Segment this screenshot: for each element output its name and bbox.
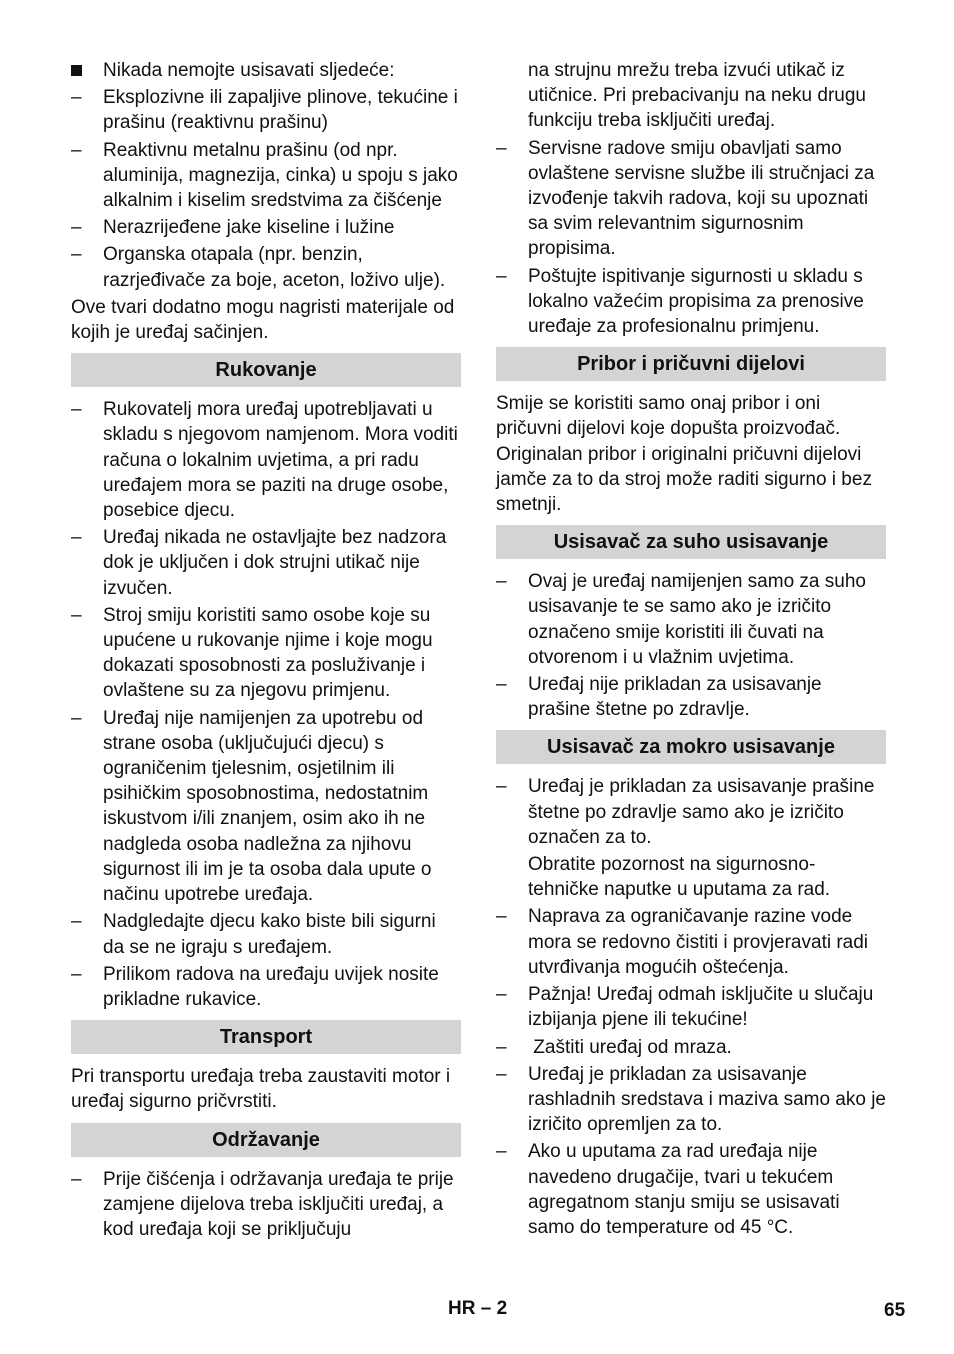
list-item-text: Prilikom radova na uređaju uvijek nosite prikladne rukavice. <box>103 963 439 1010</box>
transport-text: Pri transportu uređaja treba zaustaviti motor i uređaj sigurno pričvrstiti. <box>71 1066 451 1113</box>
list-item <box>71 909 461 959</box>
list-item <box>496 136 886 262</box>
list-item <box>496 672 886 722</box>
list-item-text: Poštujte ispitivanje sigurnosti u skladu s lokalno važećim propisima za prenosive uređaje za profesionalnu primjenu. <box>528 265 864 338</box>
section-heading-pribor: Pribor i pričuvni dijelovi <box>496 347 886 381</box>
list-item <box>496 264 886 340</box>
list-item <box>71 85 461 135</box>
list-item-text: Rukovatelj mora uređaj upotrebljavati u skladu s njegovom namjenom. Mora voditi računa o lokalnim uvjetima, a pri radu uređajem mora se paziti na druge osobe, posebice djecu. <box>103 399 458 522</box>
right-column <box>496 58 886 1242</box>
dash-marker: – <box>71 963 82 985</box>
list-item <box>496 982 886 1032</box>
dash-marker: – <box>496 571 507 593</box>
dash-marker: – <box>71 527 82 549</box>
dash-marker: – <box>496 984 507 1006</box>
list-item-text: Eksplozivne ili zapaljive plinove, tekućine i prašinu (reaktivnu prašinu) <box>103 87 458 134</box>
section-heading-transport: Transport <box>71 1020 461 1054</box>
list-item <box>71 58 461 83</box>
odrzavanje-continued: na strujnu mrežu treba izvući utikač iz utičnice. Pri prebacivanju na neku drugu funkciju treba isključiti uređaj. <box>528 60 866 132</box>
dash-marker: – <box>496 265 507 287</box>
dash-marker: – <box>496 1141 507 1163</box>
intro-note: Ove tvari dodatno mogu nagristi materijale od kojih je uređaj sačinjen. <box>71 296 455 344</box>
list-item <box>71 138 461 214</box>
list-item-text: Reaktivnu metalnu prašinu (od npr. aluminija, magnezija, cinka) u spoju s jako alkalnim i kiselim sredstvima za čišćenje <box>103 139 458 212</box>
section-heading-suho: Usisavač za suho usisavanje <box>496 525 886 559</box>
pribor-text: Smije se koristiti samo onaj pribor i oni pričuvni dijelovi koje dopušta proizvođač. Originalan pribor i originalni pričuvni dijelovi jamče za to da stroj može raditi sigurno i bez smetnji. <box>496 393 872 516</box>
square-bullet-icon <box>71 58 103 83</box>
list-item <box>496 569 886 670</box>
dash-marker: – <box>71 604 82 626</box>
list-item-text: Nerazrijeđene jake kiseline i lužine <box>103 217 395 239</box>
list-item <box>496 904 886 980</box>
intro-bullet-text: Nikada nemojte usisavati sljedeće: <box>103 60 395 81</box>
list-item-text: Zaštiti uređaj od mraza. <box>528 1036 732 1058</box>
list-item-text: Uređaj je prikladan za usisavanje prašine štetne po zdravlje samo ako je izričito označen za to. <box>528 776 875 848</box>
dash-marker: – <box>496 906 507 928</box>
dash-marker: – <box>496 1036 507 1058</box>
list-item-note: Obratite pozornost na sigurnosno-tehničke naputke u uputama za rad. <box>528 854 831 901</box>
list-item <box>71 525 461 601</box>
list-item <box>71 242 461 292</box>
left-column <box>71 58 461 1244</box>
list-item-text: Pažnja! Uređaj odmah isključite u slučaju izbijanja pjene ili tekućine! <box>528 984 874 1031</box>
section-heading-odrzavanje: Održavanje <box>71 1123 461 1157</box>
list-item-text: Ako u uputama za rad uređaja nije navedeno drugačije, tvari u tekućem agregatnom stanju smiju se usisavati samo do temperature od 45 °C. <box>528 1141 840 1238</box>
list-item <box>496 1062 886 1138</box>
list-item <box>71 1167 461 1243</box>
list-item <box>496 1035 886 1060</box>
section-heading-mokro: Usisavač za mokro usisavanje <box>496 730 886 764</box>
dash-marker: – <box>71 244 82 266</box>
dash-marker: – <box>71 399 82 421</box>
dash-marker: – <box>71 707 82 729</box>
list-item <box>71 706 461 908</box>
list-item-text: Servisne radove smiju obavljati samo ovlaštene servisne službe ili stručnjaci za izvođenje takvih radova, koji su upoznati sa svim relevantnim sigurnosnim propisima. <box>528 137 875 260</box>
dash-marker: – <box>496 137 507 159</box>
dash-marker: – <box>496 1063 507 1085</box>
dash-marker: – <box>496 776 507 798</box>
footer-section-code: HR – 2 <box>448 1298 508 1319</box>
list-item-text: Uređaj nije namijenjen za upotrebu od strane osoba (uključujući djecu) s ograničenim tjelesnim, osjetilnim ili psihičkim sposobnostima, nedostatnim iskustvom i/ili znanjem, osim ako ih ne nadgleda osoba nadležna za njihovu sigurnost ili im je ta osoba dala upute o načinu upotrebe uređaja. <box>103 707 432 906</box>
list-item-text: Uređaj nije prikladan za usisavanje prašine štetne po zdravlje. <box>528 674 822 721</box>
list-item <box>71 397 461 523</box>
section-heading-rukovanje: Rukovanje <box>71 353 461 387</box>
list-item-text: Naprava za ograničavanje razine vode mora se redovno čistiti i provjeravati radi utvrđivanja mogućih oštećenja. <box>528 906 869 978</box>
dash-marker: – <box>496 674 507 696</box>
list-item-text: Organska otapala (npr. benzin, razrjeđivače za boje, aceton, loživo ulje). <box>103 244 446 291</box>
list-item-text: Uređaj nikada ne ostavljajte bez nadzora dok je uključen i dok strujni utikač nije izvučen. <box>103 527 447 599</box>
dash-marker: – <box>71 911 82 933</box>
list-item-text: Nadgledajte djecu kako biste bili sigurni da se ne igraju s uređajem. <box>103 911 436 958</box>
list-item <box>496 774 886 850</box>
list-item-text: Ovaj je uređaj namijenjen samo za suho usisavanje te se samo ako je izričito označeno smije koristiti ili čuvati na otvorenom i u vlažnim uvjetima. <box>528 571 866 668</box>
dash-marker: – <box>71 217 82 239</box>
list-item-text: Prije čišćenja i održavanja uređaja te prije zamjene dijelova treba isključiti uređaj, a kod uređaja koji se priključuju <box>103 1168 454 1240</box>
list-item-text: Stroj smiju koristiti samo osobe koje su upućene u rukovanje njime i koje mogu dokazati sposobnosti za posluživanje i ovlaštene su za njegovu primjenu. <box>103 604 433 702</box>
list-item <box>71 962 461 1012</box>
page-number: 65 <box>884 1300 906 1321</box>
dash-marker: – <box>71 1168 82 1190</box>
list-item <box>496 1139 886 1240</box>
list-item-text: Uređaj je prikladan za usisavanje rashladnih sredstava i maziva samo ako je izričito opremljen za to. <box>528 1063 887 1136</box>
dash-marker: – <box>71 87 82 109</box>
list-item <box>71 215 461 240</box>
list-item <box>71 603 461 704</box>
dash-marker: – <box>71 139 82 161</box>
